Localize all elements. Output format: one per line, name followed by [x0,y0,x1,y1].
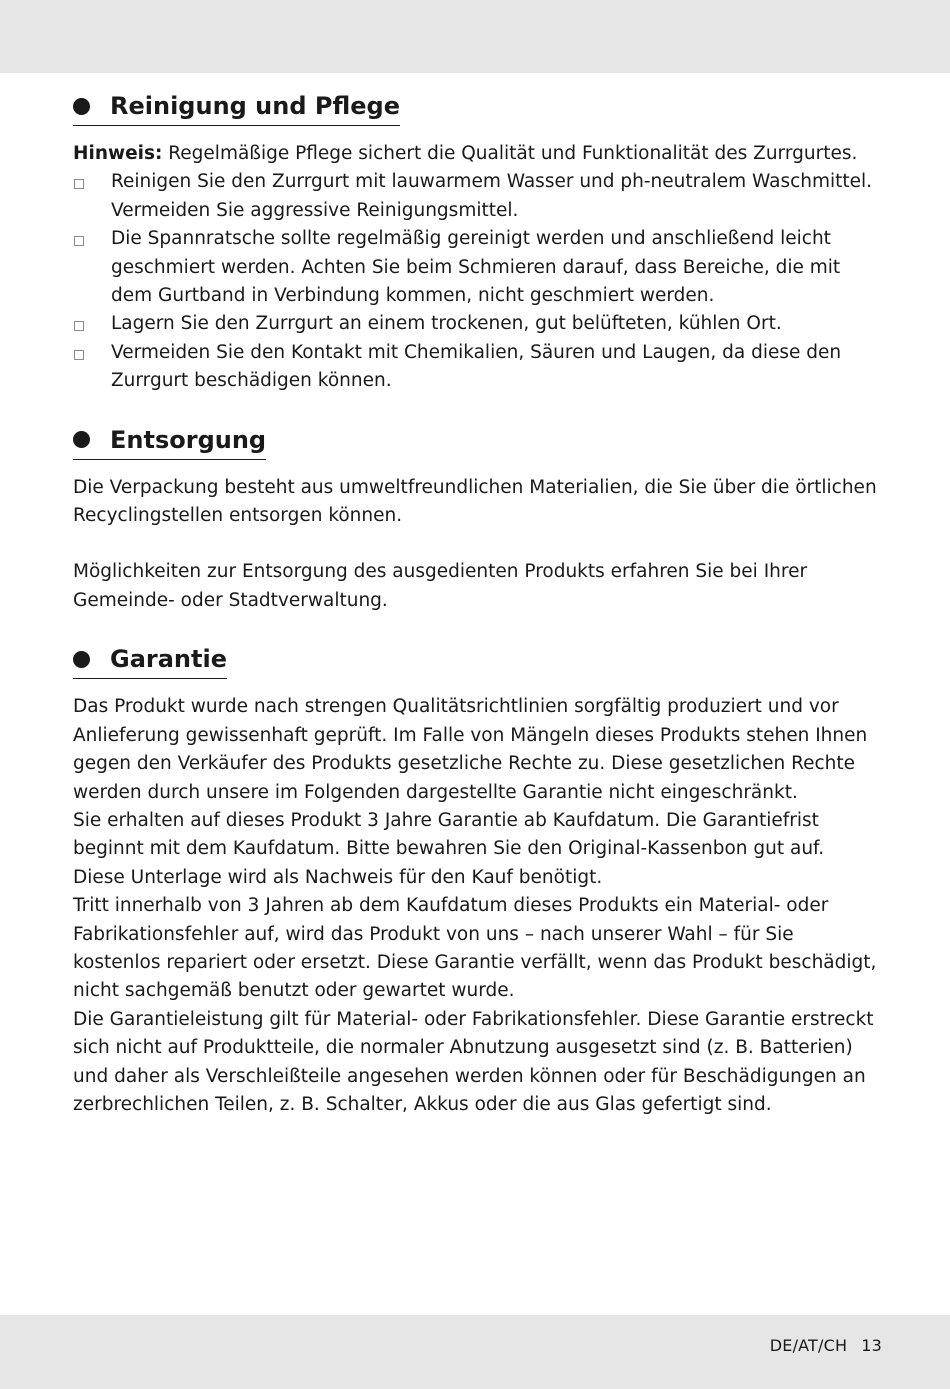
warranty-paragraph: Sie erhalten auf dieses Produkt 3 Jahre Garantie ab Kaufdatum. Die Garantiefrist beginnt mit dem Kaufdatum. Bitte bewahren Sie den Original-Kassenbon gut auf. Diese Unterlage wird als Nachweis für den Kauf benötigt. [73,809,825,888]
footer-region: DE/AT/CH [769,1336,848,1355]
header-band [0,0,950,73]
heading-text: Garantie [110,645,227,674]
care-instructions-list [73,168,879,395]
heading-text: Entsorgung [110,425,267,454]
checkbox-square-icon [74,321,84,331]
heading-text: Reinigung und Pflege [110,92,401,120]
section-disposal [73,422,879,616]
checkbox-square-icon [74,179,84,189]
list-item-text: Die Spannratsche sollte regelmäßig gereinigt werden und anschließend leicht geschmiert werden. Achten Sie beim Schmieren darauf, dass Bereiche, die mit dem Gurtband in Verbindung kommen, nicht geschmiert werden. [111,228,841,307]
section-warranty [73,641,879,1119]
list-item-text: Reinigen Sie den Zurrgurt mit lauwarmem Wasser und ph-neutralem Waschmittel. Vermeiden Sie aggressive Reinigungsmittel. [111,171,873,221]
note-text: Regelmäßige Pflege sichert die Qualität und Funktionalität des Zurrgurtes. [162,143,858,164]
section-heading-cleaning [73,88,400,126]
section-heading-warranty [73,641,227,679]
bullet-dot-icon [73,431,90,448]
page-content [73,88,879,1119]
checkbox-square-icon [74,236,84,246]
note-paragraph [73,140,879,168]
note-label: Hinweis: [73,143,163,164]
bullet-dot-icon [73,651,90,668]
list-item [73,339,879,396]
list-item-text: Lagern Sie den Zurrgurt an einem trockenen, gut belüfteten, kühlen Ort. [111,313,782,335]
warranty-paragraph: Das Produkt wurde nach strengen Qualitätsrichtlinien sorgfältig produziert und vor Anlieferung gewissenhaft geprüft. Im Falle von Mängeln dieses Produkts stehen Ihnen gegen den Verkäufer des Produkts gesetzliche Rechte zu. Diese gesetzlichen Rechte werden durch unsere im Folgenden dargestellte Garantie nicht eingeschränkt. [73,696,868,803]
bullet-dot-icon [73,98,90,115]
page-footer [770,1336,882,1355]
warranty-paragraph: Die Garantieleistung gilt für Material- oder Fabrikationsfehler. Diese Garantie erstreckt sich nicht auf Produktteile, die normaler Abnutzung ausgesetzt sind (z. B. Batterien) und daher als Verschleißteile angesehen werden können oder für Beschädigungen an zerbrechlichen Teilen, z. B. Schalter, Akkus oder die aus Glas gefertigt sind. [73,1008,874,1115]
section-cleaning [73,88,879,396]
list-item-text: Vermeiden Sie den Kontakt mit Chemikalien, Säuren und Laugen, da diese den Zurrgurt beschädigen können. [111,341,842,392]
disposal-paragraph: Die Verpackung besteht aus umweltfreundlichen Materialien, die Sie über die örtlichen Recyclingstellen entsorgen können. [73,476,877,527]
disposal-paragraph: Möglichkeiten zur Entsorgung des ausgedienten Produkts erfahren Sie bei Ihrer Gemeinde- oder Stadtverwaltung. [73,561,808,611]
section-heading-disposal [73,422,266,460]
list-item [73,168,879,225]
page-number: 13 [861,1336,882,1355]
warranty-paragraph: Tritt innerhalb von 3 Jahren ab dem Kaufdatum dieses Produkts ein Material- oder Fabrikationsfehler auf, wird das Produkt von uns – nach unserer Wahl – für Sie kostenlos repariert oder ersetzt. Diese Garantie verfällt, wenn das Produkt beschädigt, nicht sachgemäß benutzt oder gewartet wurde. [73,895,877,1002]
checkbox-square-icon [74,350,84,360]
list-item [73,310,879,338]
list-item [73,225,879,310]
